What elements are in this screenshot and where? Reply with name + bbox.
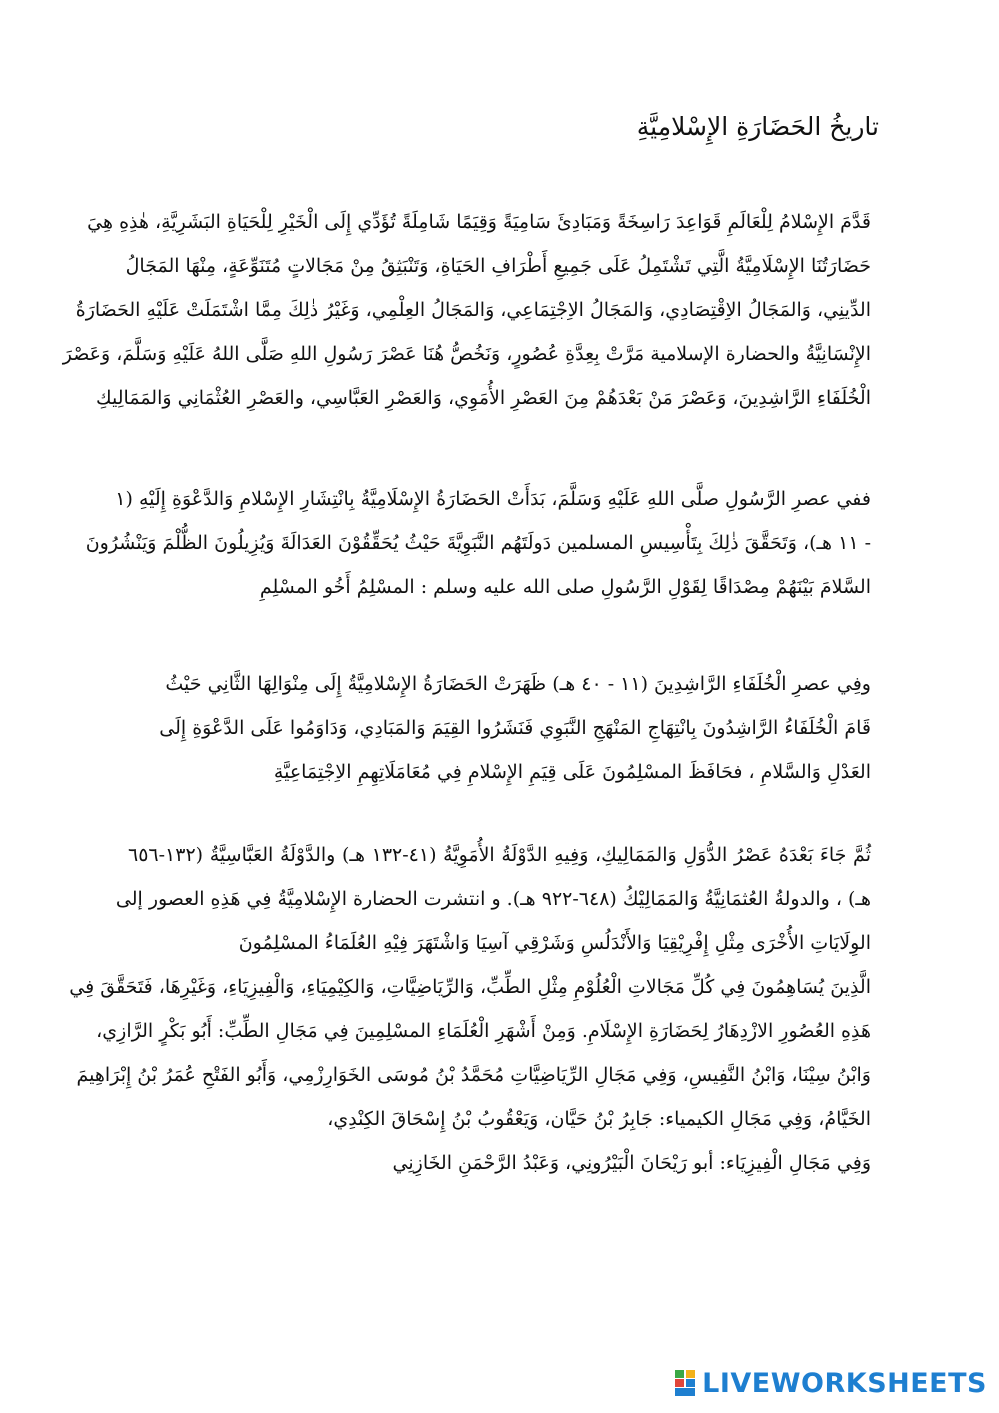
- text-line: - ١١ هـ)، وَتَحَقَّقَ ذٰلِكَ بِتَأْسِيسِ المسلمين دَولَتَهُم النَّبَوِيَّةَ حَيْثُ يُحَقِّقُوْنَ العَدَالَةَ وَيُزِيلُونَ الظُّلْمَ وَيَنْشُرُونَ: [85, 532, 871, 554]
- paragraph-prophet-era: [85, 477, 871, 609]
- logo-text: LIVEWORKSHEETS: [702, 1367, 987, 1399]
- text-line: ثُمَّ جَاءَ بَعْدَهُ عَصْرُ الدُّوَلِ وَالمَمَالِيكِ، وَفِيهِ الدَّوْلَةُ الأُمَوِيَّةُ (٤١-١٣٢ هـ) والدَّوْلَةُ العَبَّاسِيَّةُ (١٣٢-٦٥٦: [128, 844, 871, 866]
- text-line: الْخُلَفَاءِ الرَّاشِدِينَ، وَعَصْرَ مَنْ بَعْدَهُمْ مِنَ العَصْرِ الأُمَوِي، وَالعَصْرِ العَبَّاسِي، والعَصْرِ العُثْمَانِي وَالمَمَالِيكِ: [96, 387, 871, 409]
- text-line: الوِلَايَاتِ الأُخْرَى مِثْلِ إِفْرِيْقِيَا وَالأَنْدَلُسِ وَشَرْقِي آسِيَا وَاشْتَهَرَ فِيْهِ العُلَمَاءُ المسْلِمُونَ: [238, 932, 871, 954]
- text-line: قَامَ الْخُلَفَاءُ الرَّاشِدُونَ بِانْتِهَاجِ المَنْهَجِ النَّبَوِي فَنَشَرُوا القِيَمَ وَالمَبَادِي، وَدَاوَمُوا عَلَى الدَّعْوَةِ إِلَى: [159, 717, 871, 739]
- text-line: وفِي عصرِ الْخُلَفَاءِ الرَّاشِدِينَ (١١ - ٤٠ هـ) ظَهَرَتْ الحَضَارَةُ الإِسْلامِيَّةُ إِلَى مِنْوَالِهَا الثَّانِي حَيْثُ: [165, 673, 871, 695]
- text-line: هَذِهِ العُصُورِ الازْدِهَارُ لِحَضَارَةِ الإِسْلَامِ. وَمِنْ أَشْهَرِ الْعُلَمَاءِ المسْلِمِينَ فِي مَجَالِ الطِّبِّ: أَبُو بَكْرٍ الرَّازِي،: [96, 1020, 871, 1042]
- text-line: وَفِي مَجَالِ الْفِيزِيَاء: أبو رَيْحَانَ الْبَيْرُونِي، وَعَبْدُ الرَّحْمَنِ الخَازِنِي: [392, 1152, 871, 1174]
- text-line: الإِنْسَانِيَّةُ والحضارة الإسلامية مَرَّتْ بِعِدَّةِ عُصُورٍ، وَنَخُصُّ هُنَا عَصْرَ رَسُولِ اللهِ صَلَّى اللهُ عَلَيْهِ وَسَلَّمَ، وَعَصْرَ: [62, 343, 871, 365]
- paragraph-intro: [62, 200, 871, 420]
- text-line: قَدَّمَ الإِسْلامُ لِلْعَالَمِ قَوَاعِدَ رَاسِخَةً وَمَبَادِئَ سَامِيَةً وَقِيَمًا شَامِلَةً تُؤَدِّي إِلَى الْخَيْرِ لِلْحَيَاةِ البَشَرِيَّةِ، هٰذِهِ هِيَ: [87, 211, 871, 233]
- text-line: وَابْنُ سِيْنَا، وَابْنُ النَّفِيسِ، وَفِي مَجَالِ الرِّيَاضِيَّاتِ مُحَمَّدُ بْنُ مُوسَى الخَوَارِزْمِي، وَأَبُو الفَتْحِ عُمَرُ بْنُ إِبْرَاهِيمَ: [76, 1064, 871, 1086]
- liveworksheets-logo-icon: [674, 1369, 696, 1397]
- text-line: حَضَارَتُنَا الإِسْلَامِيَّةُ الَّتِي تَشْتَمِلُ عَلَى جَمِيعِ أَطْرَافِ الحَيَاةِ، وَتَنْبَثِقُ مِنْ مَجَالاتٍ مُتَنَوِّعَةٍ، مِنْهَا المَجَالُ: [125, 255, 871, 277]
- page-title: تاريخُ الحَضَارَةِ الإِسْلامِيَّةِ: [636, 112, 879, 141]
- liveworksheets-logo: [674, 1363, 987, 1403]
- paragraph-rashidun-era: [128, 662, 871, 794]
- text-line: الخَيَّامُ، وَفِي مَجَالِ الكيمياء: جَابِرُ بْنُ حَيَّان، وَيَعْقُوبُ بْنُ إِسْحَاقَ الكِنْدِي،: [327, 1108, 871, 1130]
- text-line: هـ) ، والدولةُ العُثمَانِيَّةُ وَالمَمَالِيْكُ (٦٤٨-٩٢٢ هـ). و انتشرت الحضارة الإِسْلامِيَّةُ فِي هَذِهِ العصور إلى: [115, 888, 871, 910]
- text-line: العَدْلِ وَالسَّلامِ ، فحَافَظَ المسْلِمُونَ عَلَى قِيَمِ الإِسْلامِ فِي مُعَامَلَاتِهِمِ الاِجْتِمَاعِيَّةِ: [273, 761, 871, 783]
- text-line: ففي عصرِ الرَّسُولِ صلَّى اللهِ عَلَيْهِ وَسَلَّمَ، بَدَأَتْ الحَضَارَةُ الإِسْلَامِيَّةُ بِانْتِشَارِ الإِسْلامِ وَالدَّعْوَةِ إِلَيْهِ (١: [115, 488, 871, 510]
- text-line: الَّذِينَ يُسَاهِمُونَ فِي كُلِّ مَجَالاتِ الْعُلُوْمِ مِثْلِ الطِّبِّ، وَالرِّيَاضِيَّاتِ، وَالكِيْمِيَاءِ، وَالْفِيزِيَاءِ، وَغَيْرِهَا، فَتَحَقَّقَ فِي: [69, 976, 871, 998]
- text-line: الدِّينِي، وَالمَجَالُ الاِقْتِصَادِي، وَالمَجَالُ الاِجْتِمَاعِي، وَالمَجَالُ العِلْمِي، وَغَيْرُ ذٰلِكَ مِمَّا اشْتَمَلَتْ عَلَيْهِ الحَضَارَةُ: [75, 299, 871, 321]
- text-line: السَّلامَ بَيْنَهُمْ مِصْدَاقًا لِقَوْلِ الرَّسُولِ صلى الله عليه وسلم : المسْلِمُ أَخُو المسْلِمِ: [259, 576, 871, 598]
- paragraph-dynasties-era: [69, 833, 871, 1185]
